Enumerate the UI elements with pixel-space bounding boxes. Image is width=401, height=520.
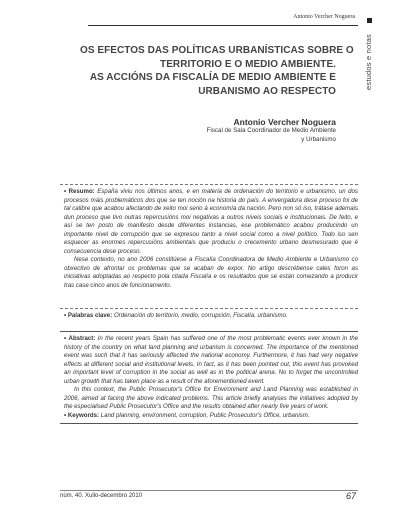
affiliation-line: Fiscal de Sala Coordinador de Medio Ambiente	[206, 127, 336, 134]
title-line: TERRITORIO E O MEDIO AMBIENTE.	[160, 58, 336, 70]
keywords-paragraph: • Keywords: Land planning, environment, corruption, Public Prosecutor's Office, urbanism.	[64, 411, 310, 419]
issue-info: núm. 40. Xullo-decembro 2010	[60, 493, 143, 499]
keywords-text: Land planning, environment, corruption, Public Prosecutor's Office, urbanism.	[100, 411, 310, 419]
affiliation-line: y Urbanismo	[301, 135, 336, 143]
author-affiliation	[150, 127, 336, 144]
abstract-text-2: In this context, the Public Prosecutor's Office for Environment and Land Planning was established in 2006, aimed at facing the above indicated problems. This article briefly analyses the initiatives adopted by the especialised Public Prosecutor's Office and the results obtained after nearly five years of work.	[64, 386, 358, 411]
abstract-paragraph-2	[60, 386, 358, 412]
resumo-paragraph-1: • Resumo: España viviu nos últimos anos, e en materia de ordenación do territorio e urbanismo, un dos procesos máis problemáticos dos que se ten noción na historia do país. A envergadura dese proceso foi de tal calibre que acabou afectando de xeito moi serio á economía da nación. Pero non só iso, trátase ademais dun proceso que tivo outras repercusións moi negativas a outros niveis sociais e institucionais. De feito, e así se ten posto de manifesto desde diferentes instancias, ese problemático acabou producindo un importante nivel de corrupción que se expresou tanto a nivel social como a nivel político. Todo iso sen esquecer as enormes repercusións ambientais que produciu o crecemento urbano desmesurado que é consecuencia dese proceso.	[64, 188, 358, 255]
palabras-clave-text: Ordenación do territorio, medio, corrupción, Fiscalía, urbanismo.	[113, 312, 288, 319]
section-side-label: estudos e notas	[364, 34, 373, 90]
title-line: AS ACCIÓNS DA FISCALÍA DE MEDIO AMBIENTE E	[89, 72, 336, 83]
palabras-clave-block	[60, 308, 358, 321]
page-number: 67	[345, 491, 356, 501]
header-rule	[88, 25, 358, 26]
resumo-label: Resumo:	[68, 188, 95, 195]
author-name: Antonio Vercher Noguera	[233, 117, 336, 127]
resumo-text-2: Nese contexto, no ano 2006 constitúese a Fiscalía Coordinadora de Medio Ambiente e Urbanismo co obxectivo de afrontar os problemas que se acaban de expor. No artigo descrébense cales foron as iniciativas adoptadas ao respecto pola citada Fiscalía e os resultados que se están comezando a producir tras case cinco anos de funcionamento.	[64, 256, 358, 290]
palabras-clave-label: Palabras clave:	[67, 312, 113, 319]
article-title	[80, 44, 354, 98]
section-marker-square	[367, 18, 372, 23]
palabras-clave-paragraph: • Palabras clave: Ordenación do territorio, medio, corrupción, Fiscalía, urbanismo.	[64, 312, 288, 319]
title-line: OS EFECTOS DAS POLÍTICAS URBANÍSTICAS SOBRE O	[80, 45, 354, 56]
title-line: URBANISMO AO RESPECTO	[198, 85, 336, 97]
abstract-label: Abstract:	[68, 335, 96, 342]
abstract-text-1: In the recent years Spain has suffered one of the most problematic events ever known in the history of the country on what land planning and urbanism is concerned. The importance of the mentioned event was such that it has seriously affected the national economy. Furthermore, it has had very negative effects at different social and institutional levels. In fact, as it has been pointed out, this event has provoked an important level of corruption in the social as well as in the political arena. No to forget the uncontrolled urban growth that has taken place as a result of the aforementioned event.	[64, 335, 358, 385]
abstract-paragraph-1: • Abstract: In the recent years Spain has suffered one of the most problematic events ever known in the history of the country on what land planning and urbanism is concerned. The importance of the mentioned event was such that it has seriously affected the national economy. Furthermore, it has had very negative effects at different social and institutional levels. In fact, as it has been pointed out, this event has provoked an important level of corruption in the social as well as in the political arena. No to forget the uncontrolled urban growth that has taken place as a result of the aforementioned event.	[64, 335, 358, 385]
running-head: Antonio Vercher Noguera	[293, 14, 355, 20]
resumo-block	[60, 184, 358, 291]
resumo-paragraph-2	[60, 256, 358, 290]
abstract-block	[60, 331, 358, 424]
keywords-label: Keywords:	[67, 411, 99, 419]
resumo-text-1: España viviu nos últimos anos, e en materia de ordenación do territorio e urbanismo, un dos procesos máis problemáticos dos que se ten noción na historia do país. A envergadura dese proceso foi de tal calibre que acabou afectando de xeito moi serio á economía da nación. Pero non só iso, trátase ademais dun proceso que tivo outras repercusións moi negativas a outros niveis sociais e institucionais. De feito, e así se ten posto de manifesto desde diferentes instancias, ese problemático acabou producindo un importante nivel de corrupción que se expresou tanto a nivel social como a nivel político. Todo iso sen esquecer as enormes repercusións ambientais que produciu o crecemento urbano desmesurado que é consecuencia dese proceso.	[64, 188, 358, 255]
